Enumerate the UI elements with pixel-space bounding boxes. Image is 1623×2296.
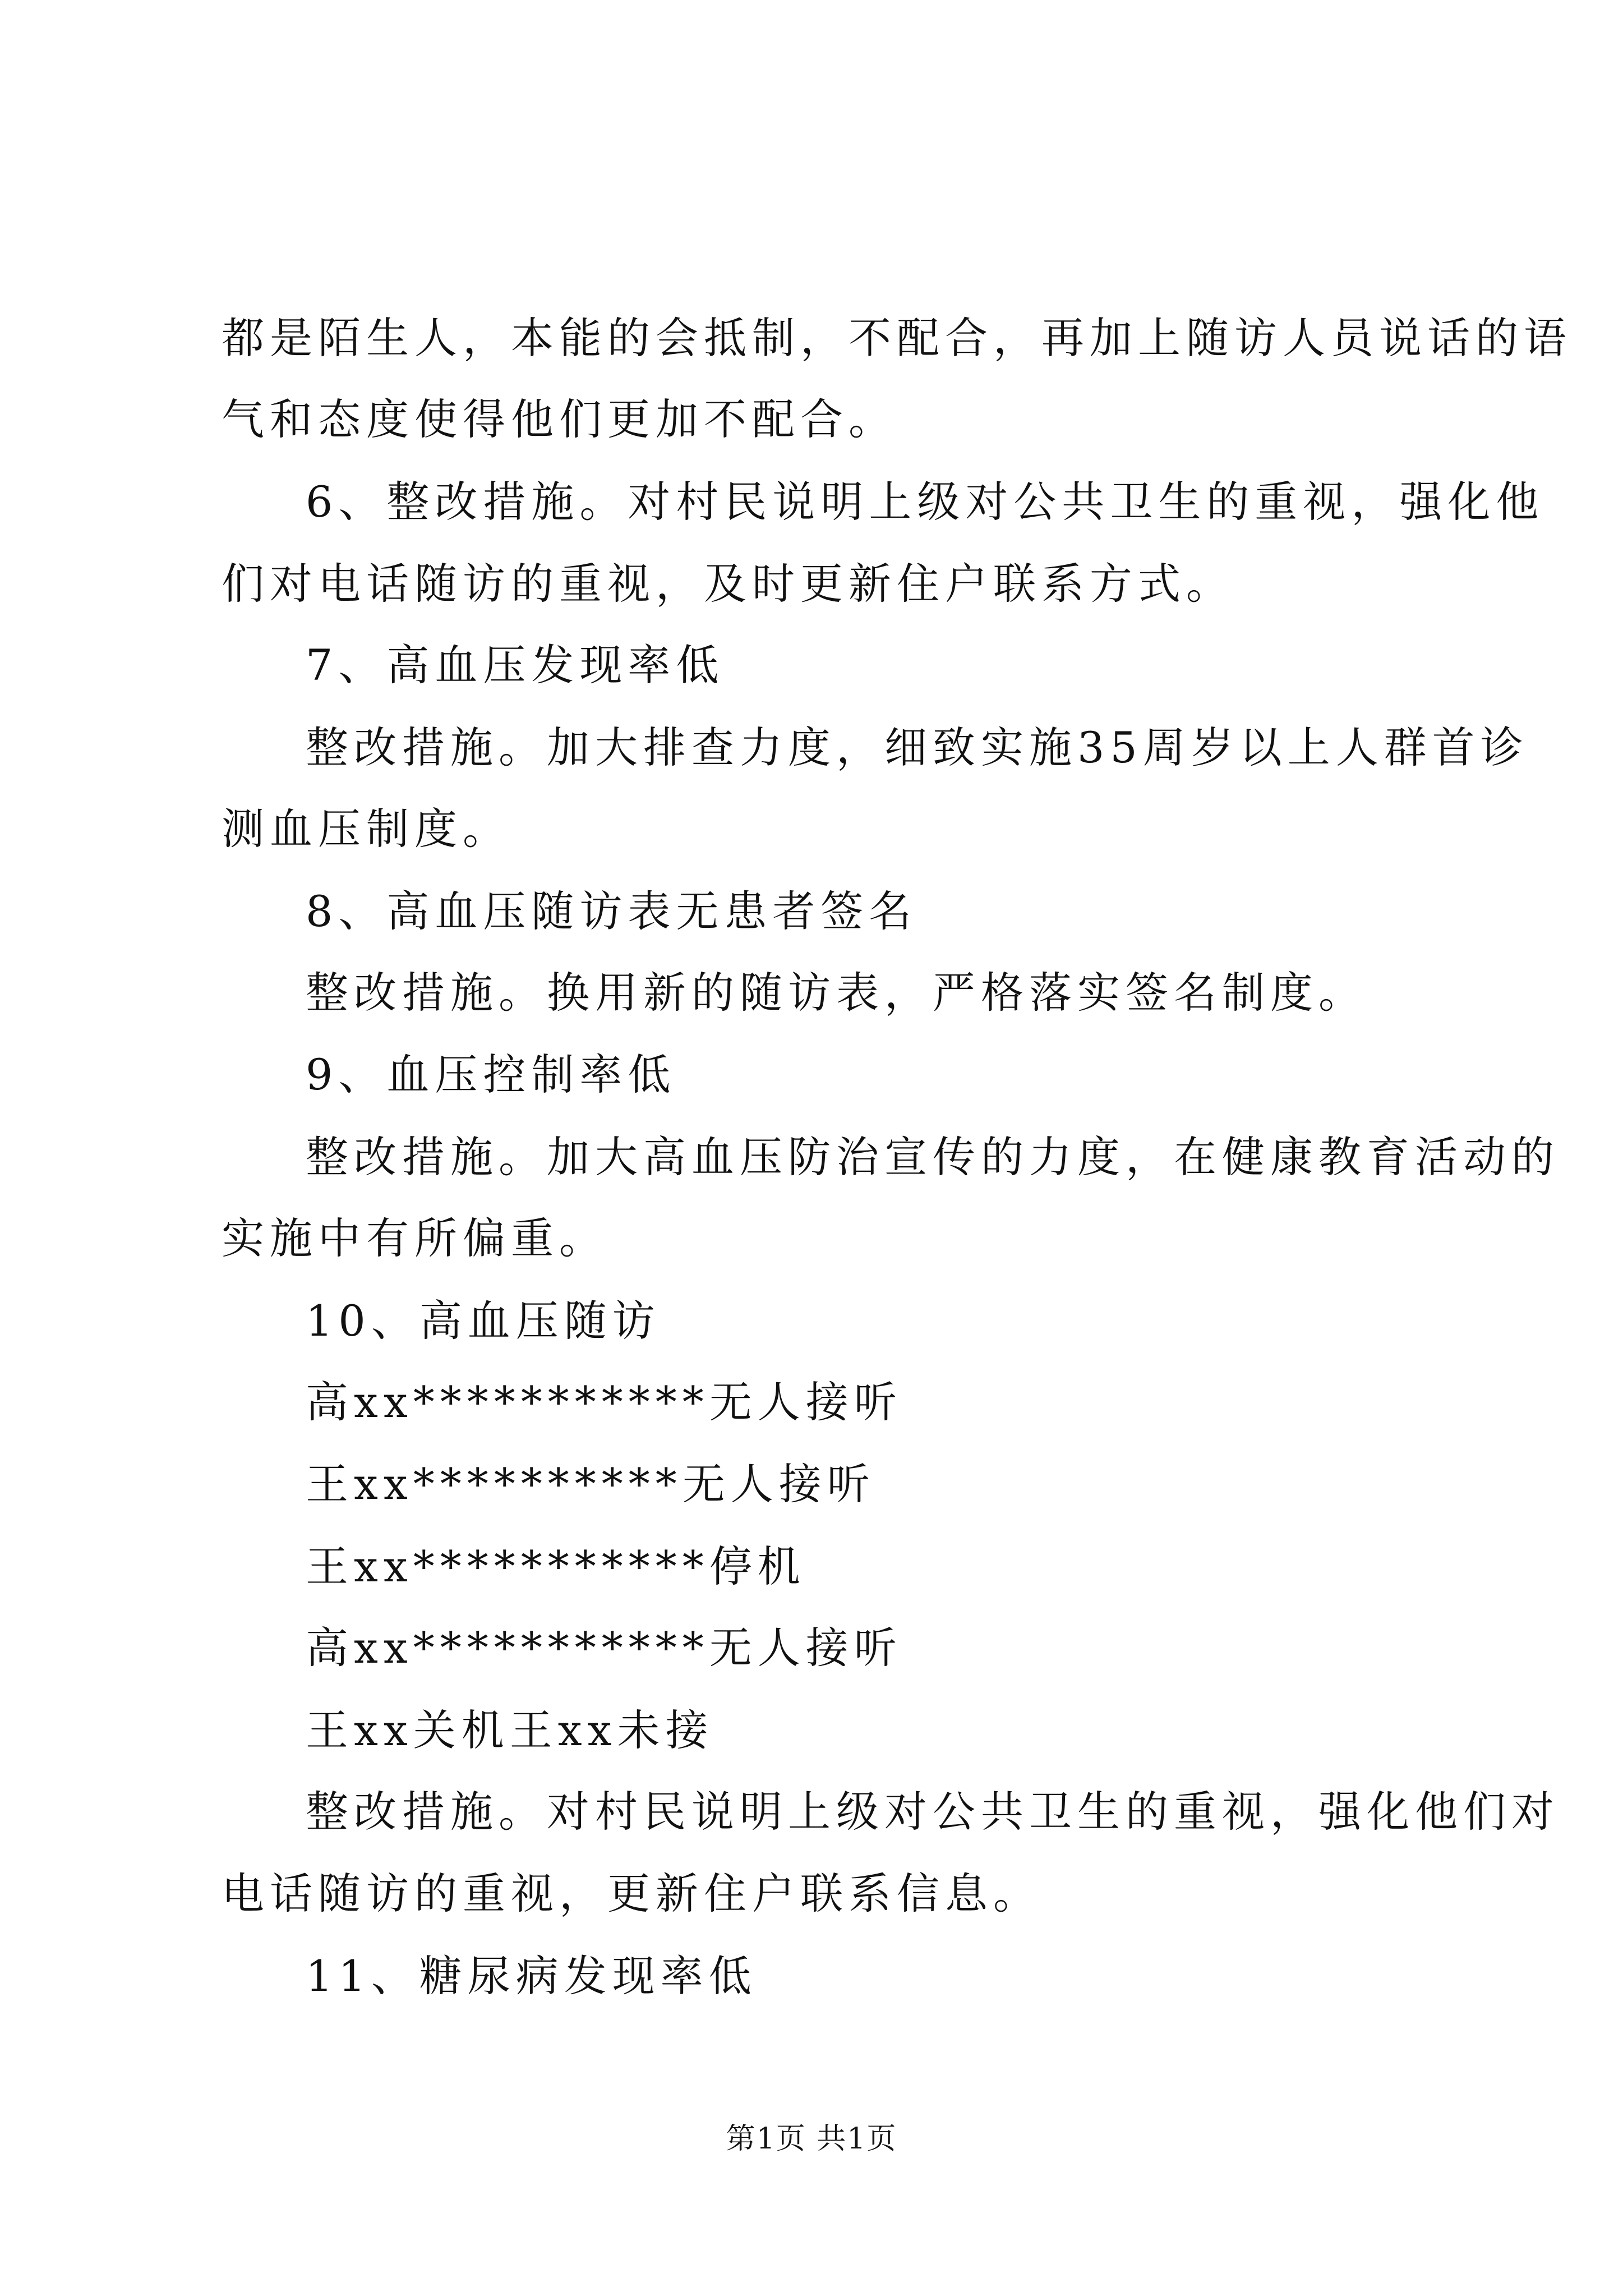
text-line: 整改措施。加大排查力度，细致实施35周岁以上人群首诊 (306, 723, 1529, 772)
text-line: 10、高血压随访 (306, 1296, 661, 1346)
text-line: 整改措施。对村民说明上级对公共卫生的重视，强化他们对 (306, 1787, 1560, 1837)
text-line: 电话随访的重视，更新住户联系信息。 (222, 1869, 1041, 1918)
text-line: 整改措施。加大高血压防治宣传的力度，在健康教育活动的 (306, 1132, 1560, 1182)
text-line: 们对电话随访的重视，及时更新住户联系方式。 (222, 559, 1234, 609)
text-line: 王xx关机王xx未接 (306, 1705, 714, 1755)
page-number-footer: 第1页 共1页 (726, 2122, 897, 2156)
text-line: 王xx***********停机 (306, 1542, 806, 1591)
text-line: 整改措施。换用新的随访表，严格落实签名制度。 (306, 968, 1367, 1018)
text-line: 测血压制度。 (222, 804, 511, 854)
text-line: 气和态度使得他们更加不配合。 (222, 394, 897, 444)
text-line: 都是陌生人，本能的会抵制，不配合，再加上随访人员说话的语 (222, 313, 1572, 363)
text-line: 9、血压控制率低 (306, 1050, 676, 1099)
text-line: 实施中有所偏重。 (222, 1213, 607, 1263)
text-line: 11、糖尿病发现率低 (306, 1951, 757, 2001)
text-line: 8、高血压随访表无患者签名 (306, 886, 917, 936)
text-line: 7、高血压发现率低 (306, 640, 725, 690)
text-line: 6、整改措施。对村民说明上级对公共卫生的重视，强化他 (306, 477, 1544, 527)
text-line: 王xx**********无人接听 (306, 1459, 875, 1509)
text-line: 高xx***********无人接听 (306, 1623, 902, 1673)
text-line: 高xx***********无人接听 (306, 1377, 902, 1427)
